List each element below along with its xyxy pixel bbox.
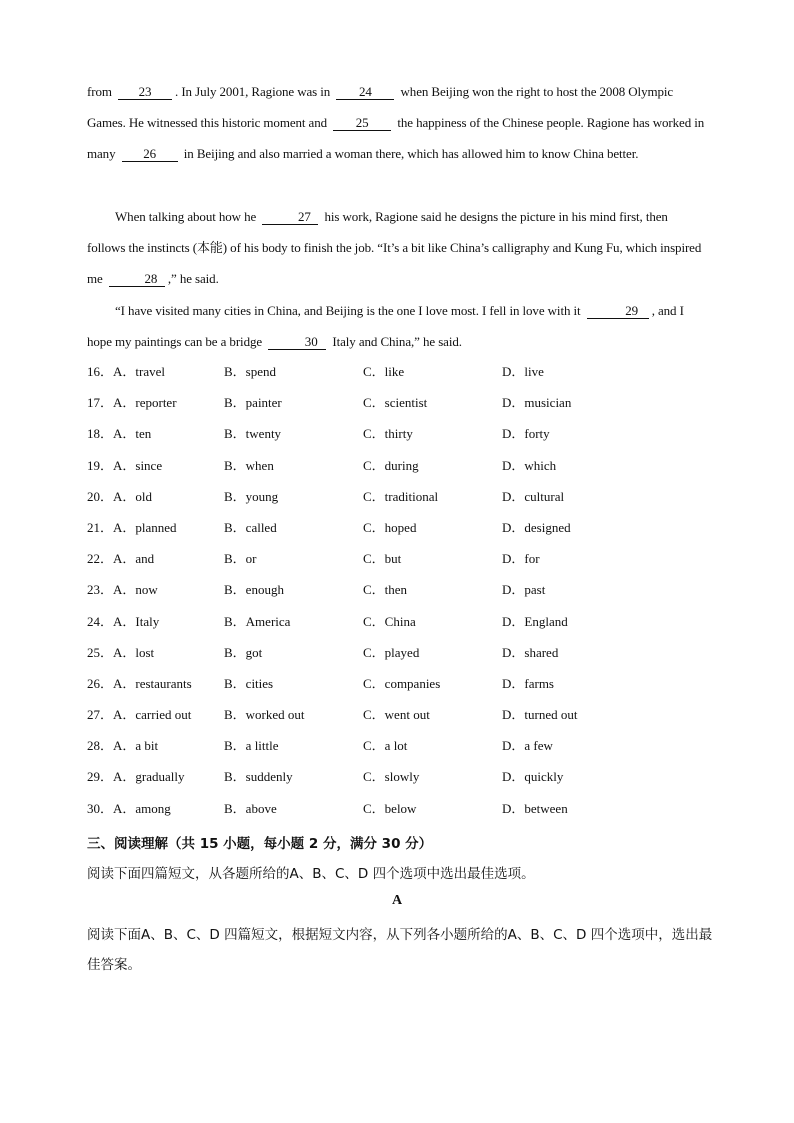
option-b: B．suddenly bbox=[224, 769, 293, 785]
option-d: D．for bbox=[502, 551, 540, 567]
section-instruction: 阅读下面四篇短文，从各题所给的A、B、C、D 四个选项中选出最佳选项。 bbox=[87, 866, 535, 882]
option-b: B．or bbox=[224, 551, 257, 567]
passage-text: his work, Ragione said he designs the picture in his mind first, then follows the instincts (本能) of his body to finish the job. “It’s a bit like China’s calligraphy and Kung Fu, which inspired me bbox=[87, 209, 702, 287]
blank-30: 30 bbox=[268, 335, 326, 350]
option-b: B．twenty bbox=[224, 426, 282, 442]
option-a: 23．A．now bbox=[87, 582, 158, 598]
option-b: B．spend bbox=[224, 364, 277, 379]
question-row-29 bbox=[87, 766, 727, 797]
option-b: B．got bbox=[224, 644, 263, 660]
question-row-30 bbox=[87, 798, 727, 829]
option-a: 28．A．a bit bbox=[87, 738, 159, 754]
question-row-20 bbox=[87, 486, 727, 517]
passage-text: ,” he said. bbox=[167, 271, 219, 287]
option-b: B．young bbox=[224, 488, 279, 504]
option-b: B．painter bbox=[224, 395, 282, 411]
question-row-27 bbox=[87, 704, 727, 735]
option-a: 30．A．among bbox=[87, 800, 171, 816]
passage-text: the happiness of the Chinese people. Ragione has worked in many bbox=[87, 115, 705, 162]
option-a: 19．A．since bbox=[87, 457, 163, 473]
option-a: 25．A．lost bbox=[87, 644, 155, 660]
option-a: 17．A．reporter bbox=[87, 395, 177, 411]
option-a: 18．A．ten bbox=[87, 426, 152, 442]
option-c: C．during bbox=[363, 457, 419, 473]
passage-text: When talking about how he bbox=[115, 209, 257, 224]
section-heading: 三、阅读理解（共 15 小题，每小题 2 分，满分 30 分） bbox=[87, 836, 433, 852]
option-c: C．below bbox=[363, 800, 417, 816]
option-d: D．forty bbox=[502, 426, 550, 442]
option-c: C．then bbox=[363, 582, 408, 598]
options-list bbox=[87, 361, 727, 829]
passage-paragraph-3 bbox=[87, 295, 707, 357]
option-d: D．England bbox=[502, 613, 568, 629]
option-d: D．between bbox=[502, 800, 568, 816]
blank-26: 26 bbox=[122, 147, 178, 162]
question-row-23 bbox=[87, 579, 727, 610]
option-d: D．which bbox=[502, 457, 557, 473]
option-d: D．past bbox=[502, 582, 546, 598]
blank-23: 23 bbox=[118, 85, 172, 100]
option-d: D．turned out bbox=[502, 707, 578, 723]
question-row-18 bbox=[87, 423, 727, 454]
option-d: D．musician bbox=[502, 395, 572, 411]
option-b: B．enough bbox=[224, 582, 284, 598]
blank-29: 29 bbox=[587, 304, 649, 319]
option-c: C．thirty bbox=[363, 426, 413, 442]
option-c: C．played bbox=[363, 644, 420, 660]
option-c: C．like bbox=[363, 364, 405, 379]
passage-paragraph-1 bbox=[87, 76, 707, 170]
option-c: C．a lot bbox=[363, 738, 408, 754]
part-instruction: 阅读下面A、B、C、D 四篇短文，根据短文内容，从下列各小题所给的A、B、C、D 四个选项中，选出最佳答案。 bbox=[87, 927, 713, 973]
question-row-26 bbox=[87, 673, 727, 704]
option-d: D．designed bbox=[502, 519, 571, 535]
question-row-16 bbox=[87, 361, 727, 392]
option-c: C．slowly bbox=[363, 769, 420, 785]
passage-text: from bbox=[87, 84, 112, 99]
option-a: 24．A．Italy bbox=[87, 613, 160, 629]
option-a: 29．A．gradually bbox=[87, 769, 185, 785]
passage-text: , and I hope my paintings can be a bridge bbox=[87, 303, 684, 350]
passage-text: when Beijing won the right to host the 2008 Olympic Games. He witnessed this historic moment and bbox=[87, 84, 674, 131]
option-b: B．called bbox=[224, 519, 277, 535]
passage-text: . In July 2001, Ragione was in bbox=[175, 84, 331, 99]
option-a: 27．A．carried out bbox=[87, 707, 192, 723]
option-d: D．quickly bbox=[502, 769, 564, 785]
option-d: D．shared bbox=[502, 644, 559, 660]
question-row-24 bbox=[87, 611, 727, 642]
option-c: C．China bbox=[363, 613, 416, 629]
passage-paragraph-2 bbox=[87, 201, 707, 295]
option-a: 26．A．restaurants bbox=[87, 675, 192, 691]
part-label: A bbox=[391, 893, 403, 908]
question-row-19 bbox=[87, 455, 727, 486]
option-b: B．when bbox=[224, 457, 274, 473]
option-a: 22．A．and bbox=[87, 551, 155, 567]
question-row-25 bbox=[87, 642, 727, 673]
option-c: C．companies bbox=[363, 675, 441, 691]
option-b: B．worked out bbox=[224, 707, 305, 723]
option-a: 21．A．planned bbox=[87, 519, 177, 535]
option-d: D．cultural bbox=[502, 488, 565, 504]
question-row-17 bbox=[87, 392, 727, 423]
option-c: C．scientist bbox=[363, 395, 428, 411]
option-a: 16．A．travel bbox=[87, 364, 165, 379]
option-c: C．but bbox=[363, 551, 402, 567]
option-c: C．went out bbox=[363, 707, 430, 723]
option-d: D．live bbox=[502, 364, 544, 379]
option-b: B．above bbox=[224, 800, 277, 816]
blank-27: 27 bbox=[262, 210, 318, 225]
option-b: B．America bbox=[224, 613, 291, 629]
passage-text: “I have visited many cities in China, and Beijing is the one I love most. I fell in love with it bbox=[115, 303, 581, 318]
option-d: D．a few bbox=[502, 738, 553, 754]
option-a: 20．A．old bbox=[87, 488, 153, 504]
question-row-28 bbox=[87, 735, 727, 766]
option-b: B．a little bbox=[224, 738, 279, 754]
blank-28: 28 bbox=[109, 272, 165, 287]
option-c: C．traditional bbox=[363, 488, 439, 504]
option-b: B．cities bbox=[224, 675, 274, 691]
passage-text: in Beijing and also married a woman there, which has allowed him to know China better. bbox=[183, 146, 639, 162]
option-c: C．hoped bbox=[363, 519, 417, 535]
blank-25: 25 bbox=[333, 116, 391, 131]
option-d: D．farms bbox=[502, 675, 554, 691]
passage-text: Italy and China,” he said. bbox=[332, 334, 462, 350]
question-row-21 bbox=[87, 517, 727, 548]
question-row-22 bbox=[87, 548, 727, 579]
blank-24: 24 bbox=[336, 85, 394, 100]
